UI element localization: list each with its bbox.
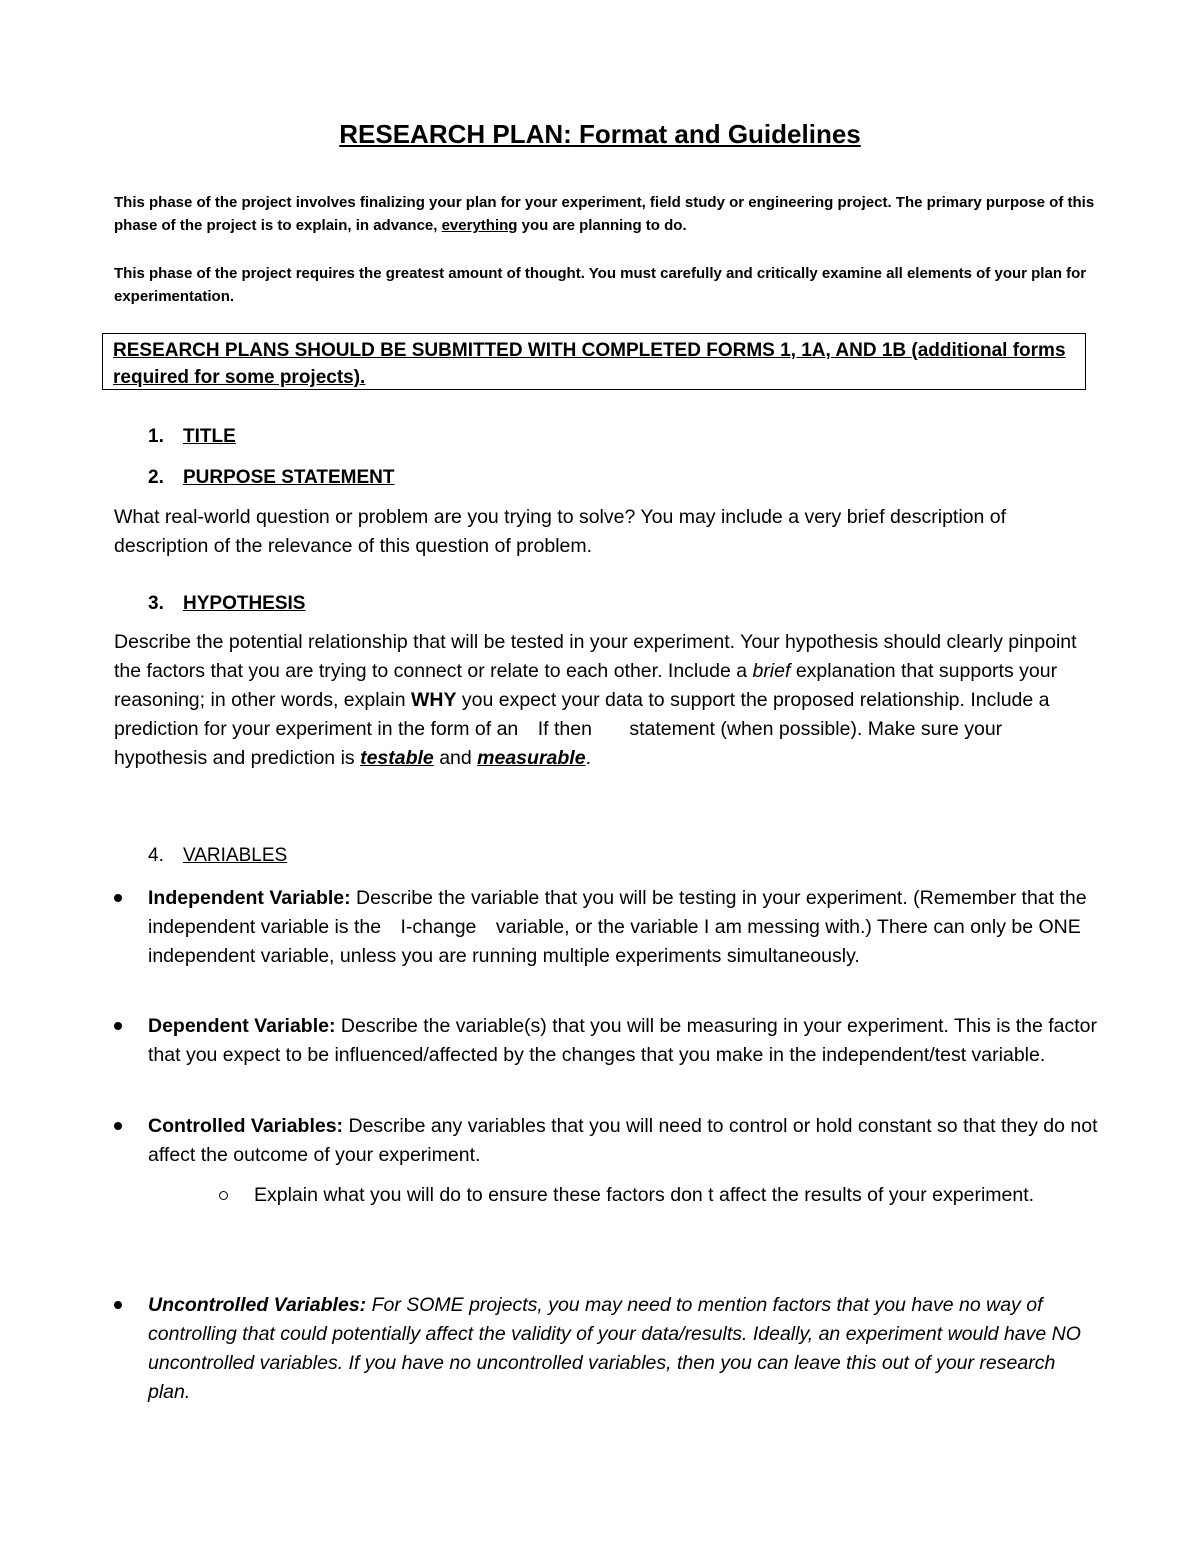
text-run: Describe the variable that you will be testing in your experiment. (Remember that the independent variable is the — [148, 887, 1087, 938]
bullet-icon — [114, 1022, 122, 1030]
intro-p1-emphasis: everything — [441, 217, 518, 234]
text-run: Describe the variable(s) that you will be measuring in your experiment. This is the factor that you expect to be influenced/affected by the changes that you make in the independent/test variable. — [148, 1015, 1098, 1066]
text-run: testable — [360, 747, 434, 769]
intro-p1-end: you are planning to do. — [517, 217, 687, 234]
text-run: you expect your data to support the proposed relationship. Include a prediction for your experiment in the form of an — [114, 689, 1050, 740]
section-number: 1. — [148, 426, 164, 447]
section-heading-variables — [148, 843, 287, 869]
text-run: and — [433, 747, 478, 769]
uncontrolled-variables-item — [148, 1291, 1098, 1407]
text-run: brief — [752, 660, 791, 682]
sub-bullet-icon — [219, 1191, 228, 1200]
text-run: For SOME projects, you may need to mention factors that you have no way of controlling that could potentially affect the validity of your data/results. Ideally, an experiment would have NO uncontrolled variables. If you have no uncontrolled variables, then you can leave this out of your research plan. — [148, 1294, 1081, 1403]
item-label: Controlled Variables: — [148, 1115, 344, 1137]
bullet-icon — [114, 1301, 122, 1309]
text-run: statement (when possible). Make sure your hypothesis and prediction is — [114, 718, 1003, 769]
section-number: 3. — [148, 593, 164, 614]
item-label: Independent Variable: — [148, 887, 351, 909]
intro-paragraph-1 — [114, 191, 1104, 237]
text-run: variable, or the variable I am messing with.) There can only be ONE independent variable, unless you are running multiple experiments simultaneously. — [148, 916, 1081, 967]
text-run: measurable — [477, 747, 586, 769]
text-run: I-change — [400, 916, 477, 938]
section-label: PURPOSE STATEMENT — [183, 467, 395, 488]
section-heading-purpose — [148, 465, 394, 491]
section-number: 4. — [148, 845, 164, 866]
bullet-icon — [114, 1122, 122, 1130]
item-label: Dependent Variable: — [148, 1015, 336, 1037]
section-label: TITLE — [183, 426, 236, 447]
text-run: then — [553, 718, 592, 740]
section-number: 2. — [148, 467, 164, 488]
text-run: Describe any variables that you will need to control or hold constant so that they do not affect the outcome of your experiment. — [148, 1115, 1098, 1166]
hypothesis-text — [114, 628, 1094, 773]
section-label: VARIABLES — [183, 845, 288, 866]
independent-variable-item — [148, 884, 1098, 971]
text-run: . — [585, 747, 591, 769]
section-heading-hypothesis — [148, 591, 305, 617]
intro-paragraph-2: This phase of the project requires the greatest amount of thought. You must carefully and critically examine all elements of your plan for experimentation. — [114, 265, 1087, 305]
title-rest: Format and Guidelines — [571, 119, 861, 149]
text-run: Describe the potential relationship that will be tested in your experiment. Your hypothesis should clearly pinpoint the factors that you are trying to connect or relate to each other. Include a — [114, 631, 1077, 682]
text-run: WHY — [411, 689, 457, 711]
bullet-icon — [114, 894, 122, 902]
text-run: explanation that supports your reasoning; in other words, explain — [114, 660, 1058, 711]
text-run: If — [537, 718, 549, 740]
dependent-variable-item — [148, 1012, 1098, 1070]
purpose-text: What real-world question or problem are you trying to solve? You may include a very brief description of description of the relevance of this question of problem. — [114, 506, 1007, 557]
section-heading-title — [148, 424, 236, 450]
section-label: HYPOTHESIS — [183, 593, 306, 614]
intro-p1-text: This phase of the project involves finalizing your plan for your experiment, field study or engineering project. The primary purpose of this phase of the project is to explain, in advance, — [114, 194, 1095, 234]
item-label: Uncontrolled Variables: — [148, 1294, 367, 1316]
page-title — [0, 114, 1200, 154]
text-run: Explain what you will do to ensure these factors don t affect the results of your experiment. — [254, 1184, 1035, 1206]
controlled-variables-subitem — [254, 1181, 1074, 1210]
submission-notice: RESEARCH PLANS SHOULD BE SUBMITTED WITH COMPLETED FORMS 1, 1A, AND 1B (additional forms required for some projects). — [102, 333, 1086, 390]
controlled-variables-item — [148, 1112, 1098, 1170]
title-bold: RESEARCH PLAN: — [339, 119, 572, 149]
